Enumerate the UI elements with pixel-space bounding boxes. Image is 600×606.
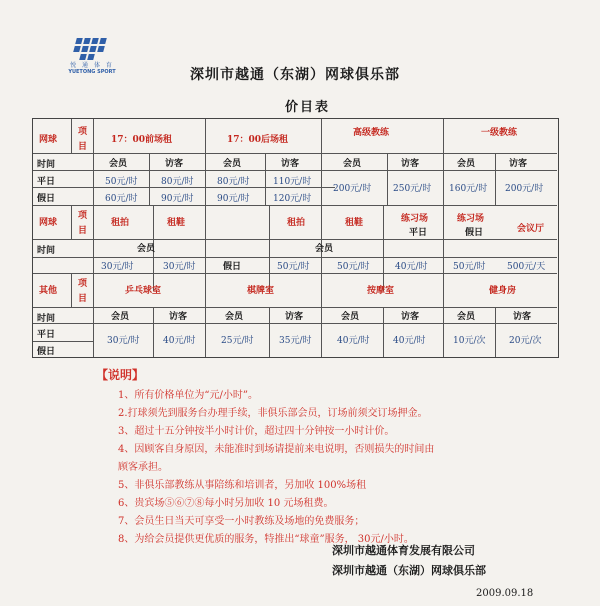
massage-guest-price: 40元/时	[393, 336, 426, 346]
pingpong-guest-price: 40元/时	[163, 336, 196, 346]
logo-mark-icon	[72, 36, 112, 60]
eve-holiday-guest-price: 120元/时	[273, 194, 312, 204]
shoe-rental-header: 租鞋	[167, 218, 186, 228]
section3-weekday-label: 平日	[37, 330, 56, 340]
senior-guest-price: 250元/时	[393, 184, 432, 194]
practice-court-holiday-sub: 假日	[465, 228, 484, 238]
day-member-header: 会员	[109, 159, 128, 169]
massage-guest-header: 访客	[401, 312, 420, 322]
senior-guest-header: 访客	[401, 159, 420, 169]
section1-time-label: 时间	[37, 160, 56, 170]
chess-guest-price: 35元/时	[279, 336, 312, 346]
gym-member-header: 会员	[457, 312, 476, 322]
practice-weekday-price: 40元/时	[395, 262, 428, 272]
pingpong-member-price: 30元/时	[107, 336, 140, 346]
chess-member-price: 25元/时	[221, 336, 254, 346]
senior-member-price: 200元/时	[333, 184, 372, 194]
massage-member-price: 40元/时	[337, 336, 370, 346]
section1-item-label-2: 目	[78, 142, 88, 152]
notes-title: 【说明】	[96, 368, 145, 382]
practice-holiday-price: 50元/时	[453, 262, 486, 272]
senior-member-header: 会员	[343, 159, 362, 169]
massage-member-header: 会员	[341, 312, 360, 322]
section1-item-label: 项	[78, 127, 88, 137]
section2-member-header: 会员	[137, 244, 156, 254]
company-logo	[62, 36, 122, 75]
document-date: 2009.09.18	[476, 588, 534, 599]
table-title: 价目表	[285, 100, 331, 115]
table-tennis-room-header: 乒乓球室	[125, 286, 162, 296]
section2-category: 网球	[39, 218, 58, 228]
racket-rental-header-2: 租拍	[287, 218, 306, 228]
note-item: 2.打球须先到服务台办理手续，非俱乐部会员，订场前须交订场押金。	[118, 408, 428, 419]
chess-member-header: 会员	[225, 312, 244, 322]
day-holiday-member-price: 60元/时	[105, 194, 138, 204]
section1-category: 网球	[39, 135, 58, 145]
logo-cn-text: 悦 通 体 育	[70, 62, 114, 69]
practice-court-weekday-header: 练习场	[401, 214, 429, 224]
note-item: 7、会员生日当天可享受一小时教练及场地的免费服务；	[118, 516, 365, 527]
pingpong-guest-header: 访客	[169, 312, 188, 322]
day-weekday-guest-price: 80元/时	[161, 177, 194, 187]
pingpong-member-header: 会员	[111, 312, 130, 322]
eve-guest-header: 访客	[281, 159, 300, 169]
chess-room-header: 棋牌室	[247, 286, 275, 296]
practice-court-holiday-header: 练习场	[457, 214, 485, 224]
note-item: 顾客承担。	[118, 462, 168, 473]
eve-member-header: 会员	[223, 159, 242, 169]
section2-item-label: 项	[78, 211, 88, 221]
day-guest-header: 访客	[165, 159, 184, 169]
note-item: 5、非俱乐部教练从事陪练和培训者，另加收 100%场租	[118, 480, 367, 491]
meeting-hall-header: 会议厅	[517, 224, 545, 234]
shoe-rental-header-2: 租鞋	[345, 218, 364, 228]
company-name: 深圳市越通体育发展有限公司	[332, 544, 475, 557]
section2-member-header-2: 会员	[315, 244, 334, 254]
meeting-hall-price: 500元/天	[507, 262, 546, 272]
section3-holiday-label: 假日	[37, 347, 56, 357]
racket-rental-header: 租拍	[111, 218, 130, 228]
day-holiday-guest-price: 90元/时	[161, 194, 194, 204]
section3-time-label: 时间	[37, 314, 56, 324]
header-evening-rental: 17：00后场租	[227, 135, 289, 145]
club-title: 深圳市越通（东湖）网球俱乐部	[190, 67, 400, 83]
section2-time-label: 时间	[37, 246, 56, 256]
eve-weekday-member-price: 80元/时	[217, 177, 250, 187]
logo-en-text: YUETONG SPORT	[68, 69, 116, 75]
shoe-rental-price: 30元/时	[163, 262, 196, 272]
section3-item-label: 项	[78, 279, 88, 289]
section3-item-label-2: 目	[78, 294, 88, 304]
note-item: 3、超过十五分钟按半小时计价，超过四十分钟按一小时计价。	[118, 426, 395, 437]
section2-holiday-label: 假日	[223, 262, 242, 272]
first-member-header: 会员	[457, 159, 476, 169]
first-member-price: 160元/时	[449, 184, 488, 194]
day-weekday-member-price: 50元/时	[105, 177, 138, 187]
section2-item-label-2: 目	[78, 226, 88, 236]
gym-guest-header: 访客	[513, 312, 532, 322]
note-item: 8、为给会员提供更优质的服务，特推出“球童”服务， 30元/小时。	[118, 534, 414, 545]
club-name-footer: 深圳市越通（东湖）网球俱乐部	[332, 564, 486, 577]
gym-header: 健身房	[489, 286, 517, 296]
massage-room-header: 按摩室	[367, 286, 395, 296]
header-senior-coach: 高级教练	[353, 128, 390, 138]
gym-member-price: 10元/次	[453, 336, 486, 346]
price-table	[32, 118, 559, 358]
racket-rental-price: 30元/时	[101, 262, 134, 272]
eve-weekday-guest-price: 110元/时	[273, 177, 312, 187]
section1-weekday-label: 平日	[37, 177, 56, 187]
header-day-rental: 17：00前场租	[111, 135, 173, 145]
shoe-rental-price-2: 50元/时	[337, 262, 370, 272]
section1-holiday-label: 假日	[37, 194, 56, 204]
note-item: 4、因顾客自身原因，未能准时到场请提前来电说明，否则损失的时间由	[118, 444, 435, 455]
section3-category: 其他	[39, 286, 58, 296]
note-item: 6、贵宾场⑤⑥⑦⑧每小时另加收 10 元场租费。	[118, 498, 334, 509]
eve-holiday-member-price: 90元/时	[217, 194, 250, 204]
practice-court-weekday-sub: 平日	[409, 228, 428, 238]
gym-guest-price: 20元/次	[509, 336, 542, 346]
racket-rental-price-2: 50元/时	[277, 262, 310, 272]
header-first-coach: 一级教练	[481, 128, 518, 138]
note-item: 1、所有价格单位为“元/小时”。	[118, 390, 258, 401]
first-guest-header: 访客	[509, 159, 528, 169]
first-guest-price: 200元/时	[505, 184, 544, 194]
chess-guest-header: 访客	[285, 312, 304, 322]
